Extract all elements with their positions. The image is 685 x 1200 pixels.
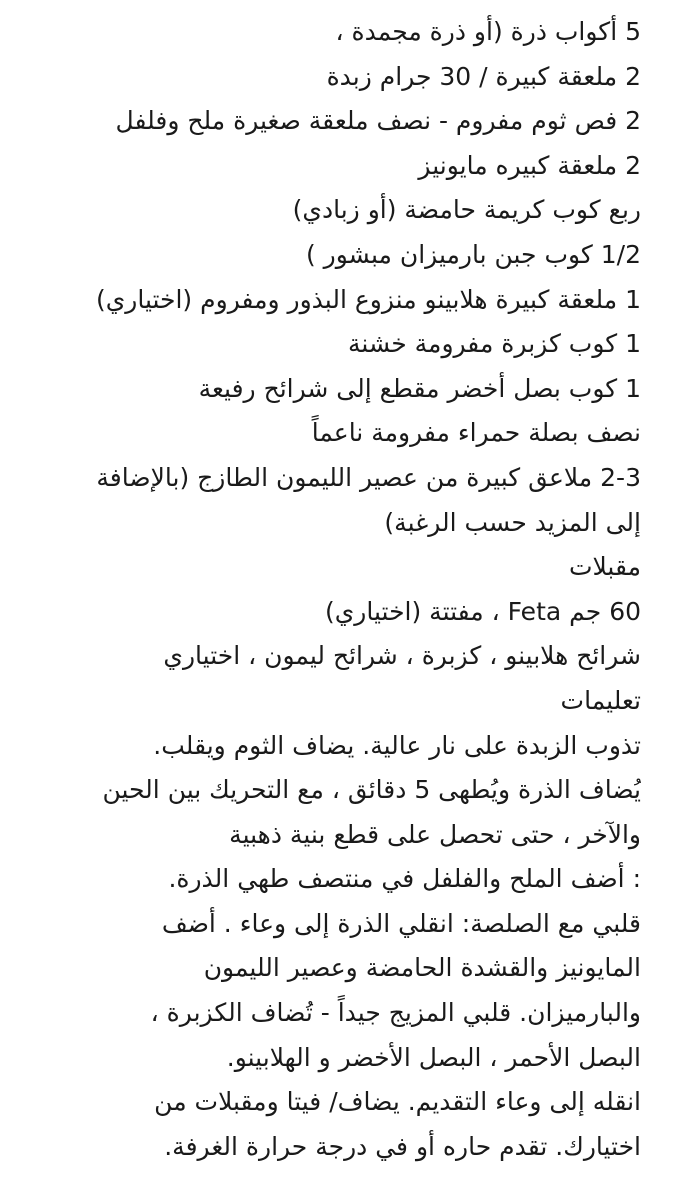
ingredient-mayonnaise: 2 ملعقة كبيره مايونيز (418, 150, 641, 180)
instruction-line: المايونيز والقشدة الحامضة وعصير الليمون (203, 953, 641, 983)
topping-feta: 60 جم Feta ، مفتتة (اختياري) (324, 596, 641, 626)
ingredient-garlic-salt-pepper: 2 فص ثوم مفروم - نصف ملعقة صغيرة ملح وفلفل (115, 106, 641, 136)
ingredient-jalapeno: 1 ملعقة كبيرة هلابينو منزوع البذور ومفروم (اختياري) (95, 284, 641, 314)
instruction-line: والبارميزان. قلبي المزيج جيداً - تُضاف الكزبرة ، (150, 998, 641, 1028)
instruction-line: اختيارك. تقدم حاره أو في درجة حرارة الغرفة. (164, 1131, 641, 1161)
instructions-heading: تعليمات (560, 685, 641, 715)
ingredient-cilantro: 1 كوب كزبرة مفرومة خشنة (348, 329, 641, 359)
ingredient-corn: 5 أكواب ذرة (أو ذرة مجمدة ، (335, 17, 641, 46)
ingredient-lime-juice: 2-3 ملاعق كبيرة من عصير الليمون الطازج (بالإضافة (96, 462, 641, 492)
instruction-line: والآخر ، حتى تحصل على قطع بنية ذهبية (229, 819, 641, 849)
instruction-line: البصل الأحمر ، البصل الأخضر و الهلابينو. (226, 1042, 641, 1072)
instruction-line: يُضاف الذرة ويُطهى 5 دقائق ، مع التحريك بين الحين (102, 775, 641, 805)
ingredient-parmesan: 1/2 كوب جبن بارميزان مبشور ) (305, 239, 641, 269)
topping-garnishes: شرائح هلابينو ، كزبرة ، شرائح ليمون ، اختياري (163, 641, 641, 671)
instruction-line: قلبي مع الصلصة: انقلي الذرة إلى وعاء . أضف (161, 908, 641, 938)
ingredient-sour-cream: ربع كوب كريمة حامضة (أو زبادي) (292, 195, 641, 225)
ingredient-butter: 2 ملعقة كبيرة / 30 جرام زبدة (326, 61, 641, 91)
instruction-line: : أضف الملح والفلفل في منتصف طهي الذرة. (168, 864, 641, 894)
instruction-line: تذوب الزبدة على نار عالية. يضاف الثوم ويقلب. (153, 730, 641, 760)
ingredient-lime-juice-cont: إلى المزيد حسب الرغبة) (384, 507, 641, 537)
ingredient-red-onion: نصف بصلة حمراء مفرومة ناعماً (311, 418, 641, 448)
toppings-heading: مقبلات (568, 552, 641, 582)
instruction-line: انقله إلى وعاء التقديم. يضاف/ فيتا ومقبلات من (154, 1087, 641, 1117)
ingredient-green-onion: 1 كوب بصل أخضر مقطع إلى شرائح رفيعة (198, 373, 641, 403)
